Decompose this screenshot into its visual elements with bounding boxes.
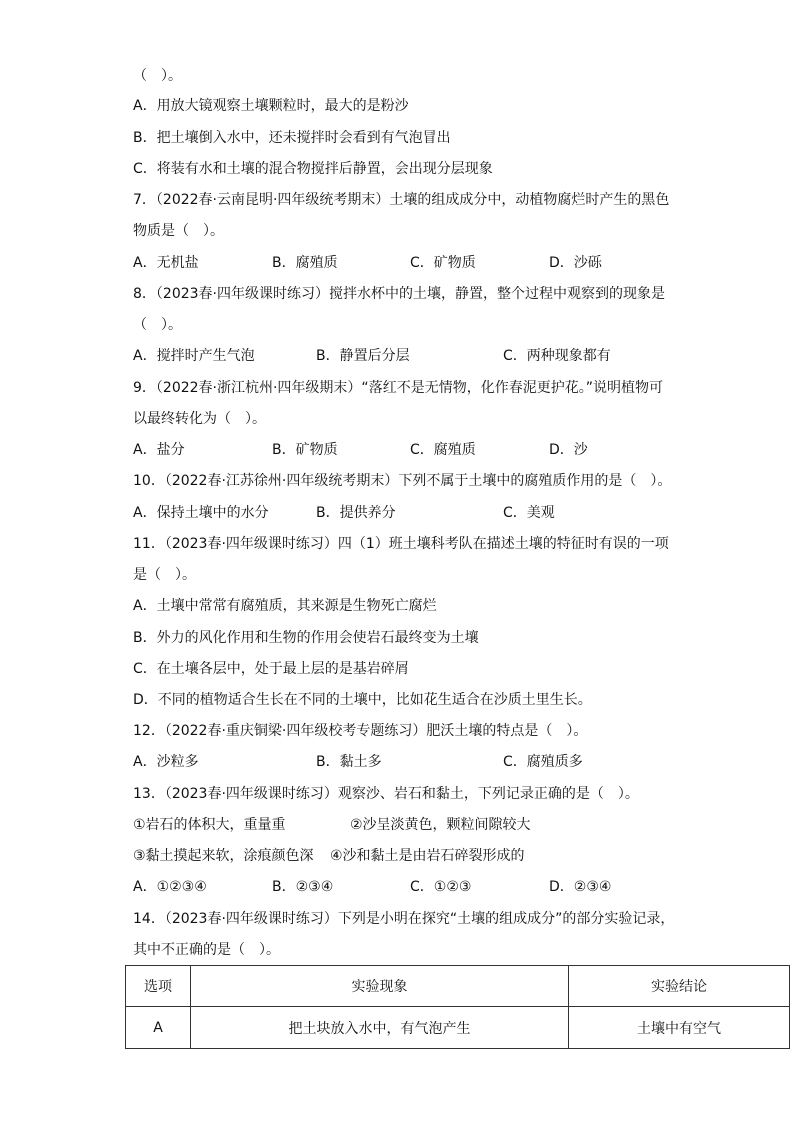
table-header-cell: 实验结论 (569, 966, 790, 1007)
option-item: B．矿物质 (272, 442, 338, 458)
text-line: 9．（2022春·浙江杭州·四年级期末）“落红不是无情物，化作春泥更护花。”说明植物可 (133, 380, 663, 396)
text-line: C．在土壤各层中，处于最上层的是基岩碎屑 (133, 661, 409, 677)
text-line: 11．（2023春·四年级课时练习）四（1）班土壤科考队在描述土壤的特征时有误的一项 (133, 536, 669, 552)
text-line: 以最终转化为（ ）。 (133, 411, 266, 427)
table-cell: 土壤中有空气 (569, 1007, 790, 1049)
text-line: B．外力的风化作用和生物的作用会使岩石最终变为土壤 (133, 630, 479, 646)
option-item: A．沙粒多 (133, 754, 199, 770)
option-item: A．盐分 (133, 442, 185, 458)
option-item: C．矿物质 (410, 255, 476, 271)
option-item: ①岩石的体积大，重量重 (133, 817, 286, 833)
text-line: 10．（2022春·江苏徐州·四年级统考期末）下列不属于土壤中的腐殖质作用的是（ ）。 (133, 473, 672, 489)
experiment-table (125, 965, 790, 1049)
text-line: 13．（2023春·四年级课时练习）观察沙、岩石和黏土，下列记录正确的是（ ）。 (133, 786, 639, 802)
text-line: A．土壤中常常有腐殖质，其来源是生物死亡腐烂 (133, 598, 437, 614)
text-line: 14．（2023春·四年级课时练习）下列是小明在探究“土壤的组成成分”的部分实验记录， (133, 911, 675, 927)
table-header-row (126, 966, 790, 1007)
text-line: 其中不正确的是（ ）。 (133, 942, 280, 958)
option-item: B．②③④ (272, 879, 334, 895)
table-header-cell: 实验现象 (191, 966, 569, 1007)
option-item: ②沙呈淡黄色，颗粒间隙较大 (350, 817, 531, 833)
text-line: C．将装有水和土壤的混合物搅拌后静置，会出现分层现象 (133, 161, 493, 177)
text-line: （ ）。 (133, 317, 182, 333)
table-row (126, 1007, 790, 1049)
option-item: A．①②③④ (133, 879, 207, 895)
option-item: B．黏土多 (316, 754, 382, 770)
text-line: 7．（2022春·云南昆明·四年级统考期末）土壤的组成成分中，动植物腐烂时产生的黑色 (133, 192, 670, 208)
option-item: A．搅拌时产生气泡 (133, 348, 255, 364)
option-item: D．沙 (549, 442, 588, 458)
table-cell: A (126, 1007, 191, 1049)
option-item: C．两种现象都有 (503, 348, 611, 364)
table-header-cell: 选项 (126, 966, 191, 1007)
option-item: ③黏土摸起来软，涂痕颜色深 (133, 848, 314, 864)
text-line: 8．（2023春·四年级课时练习）搅拌水杯中的土壤，静置，整个过程中观察到的现象是 (133, 286, 665, 302)
text-line: B．把土壤倒入水中，还未搅拌时会看到有气泡冒出 (133, 130, 451, 146)
text-line: （ ）。 (133, 68, 182, 84)
text-line: 物质是（ ）。 (133, 223, 224, 239)
option-item: B．提供养分 (316, 505, 396, 521)
option-item: C．美观 (503, 505, 555, 521)
text-line: 12．（2022春·重庆铜梁·四年级校考专题练习）肥沃土壤的特点是（ ）。 (133, 723, 588, 739)
table-cell: 把土块放入水中，有气泡产生 (191, 1007, 569, 1049)
option-item: B．静置后分层 (316, 348, 410, 364)
text-line: A．用放大镜观察土壤颗粒时，最大的是粉沙 (133, 98, 409, 114)
text-line: 是（ ）。 (133, 567, 196, 583)
option-item: ④沙和黏土是由岩石碎裂形成的 (330, 848, 525, 864)
text-line: D．不同的植物适合生长在不同的土壤中，比如花生适合在沙质土里生长。 (133, 692, 592, 708)
option-item: A．保持土壤中的水分 (133, 505, 269, 521)
option-item: D．沙砾 (549, 255, 602, 271)
option-item: C．①②③ (410, 879, 472, 895)
option-item: D．②③④ (549, 879, 612, 895)
option-item: A．无机盐 (133, 255, 199, 271)
option-item: B．腐殖质 (272, 255, 338, 271)
option-item: C．腐殖质多 (503, 754, 583, 770)
option-item: C．腐殖质 (410, 442, 476, 458)
